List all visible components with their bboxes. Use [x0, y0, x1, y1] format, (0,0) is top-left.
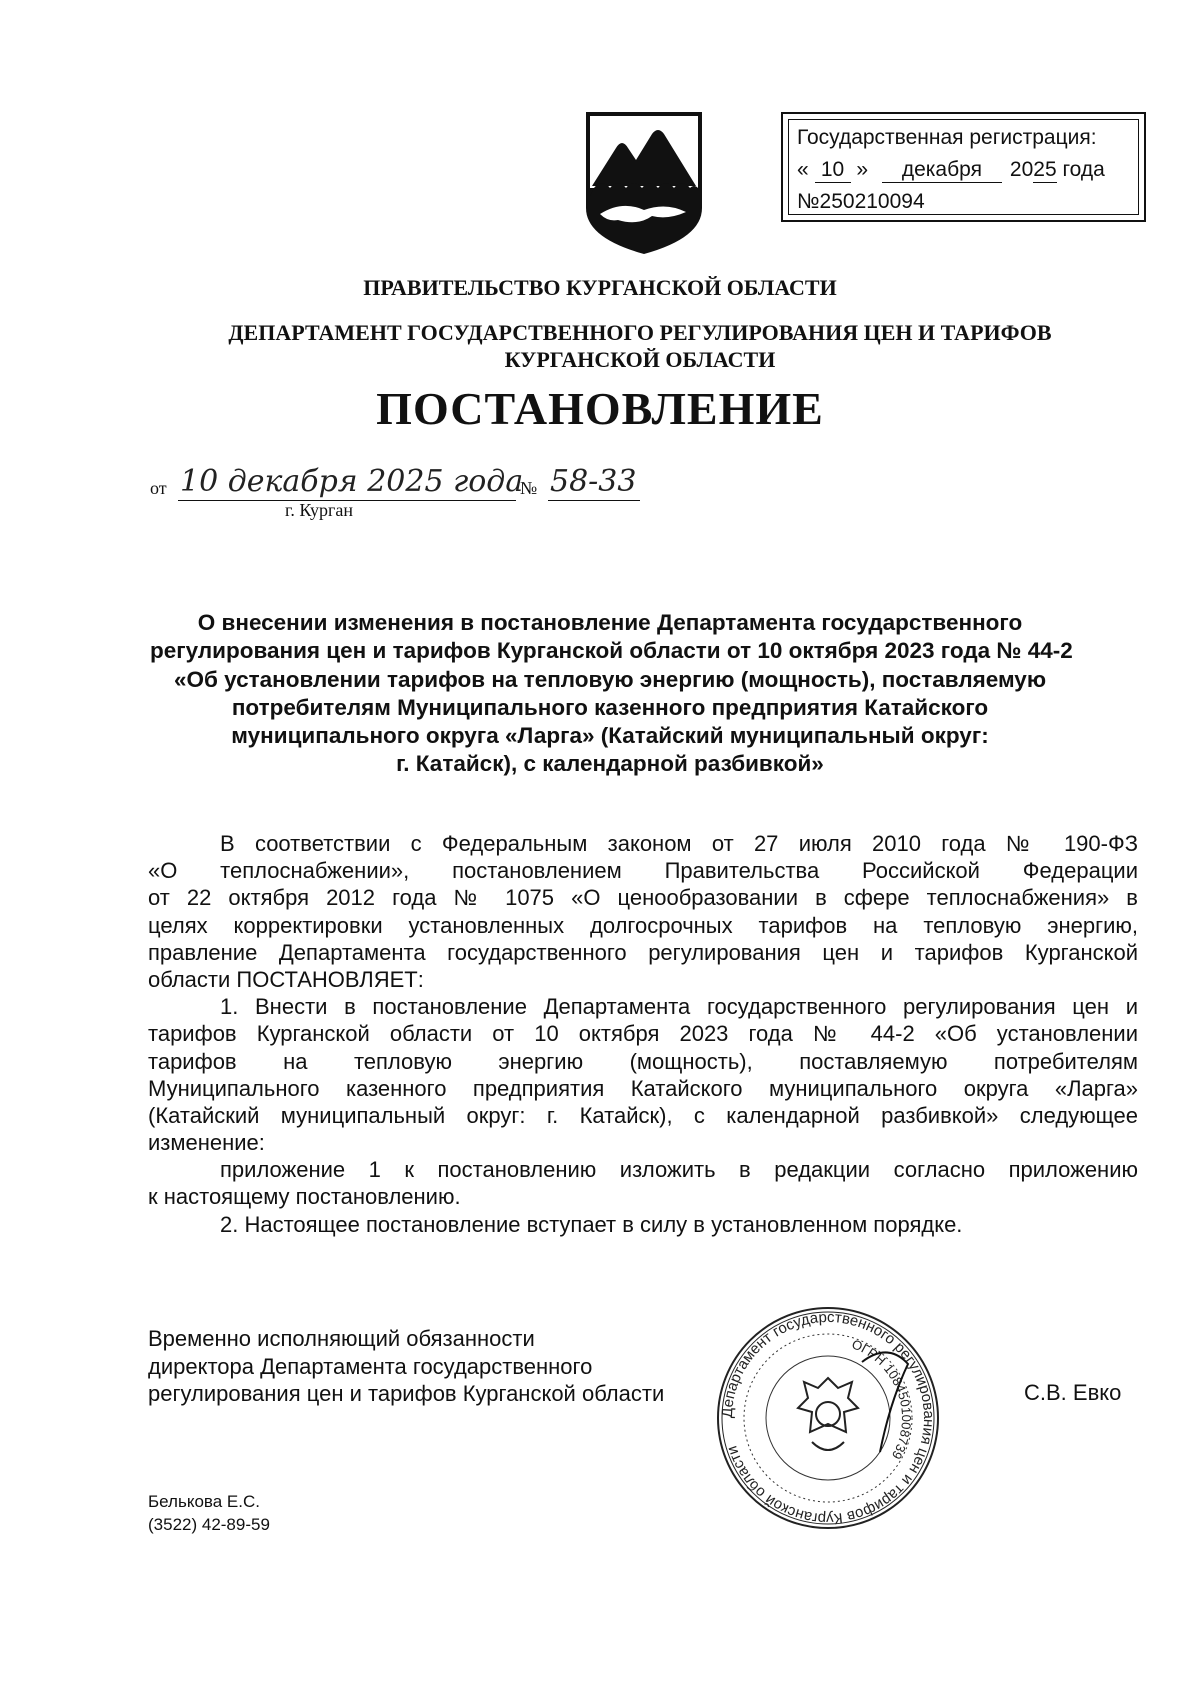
body-line: Муниципального казенного предприятия Катайского муниципального округа «Ларга»: [148, 1075, 1138, 1101]
body-line: 1. Внести в постановление Департамента государственного регулирования цен и: [220, 994, 1138, 1020]
body-line: от 22 октября 2012 года № 1075 «О ценообразовании в сфере теплоснабжения» в: [148, 885, 1138, 911]
body-line: к настоящему постановлению.: [148, 1184, 461, 1210]
department-title-line1: ДЕПАРТАМЕНТ ГОСУДАРСТВЕННОГО РЕГУЛИРОВАНИЯ ЦЕН И ТАРИФОВ: [228, 320, 1052, 345]
registration-number-row: [797, 190, 1130, 215]
number-underline: [548, 500, 640, 501]
registration-year-word: года: [1062, 158, 1105, 181]
city-label: г. Курган: [285, 500, 354, 520]
seal-outer-text: Департамент государственного регулирования цен и тарифов Курганской области: [718, 1308, 938, 1528]
body-line: целях корректировки установленных долгосрочных тарифов на тепловую энергию,: [148, 912, 1138, 938]
official-seal-icon: [712, 1302, 944, 1534]
seal-inner-text: ОГРН 1084501008739: [849, 1336, 915, 1462]
signatory-name: С.В. Евко: [1024, 1380, 1122, 1405]
subject-line: «Об установлении тарифов на тепловую энергию (мощность), поставляемую: [173, 666, 1047, 692]
handwritten-number: 58-33: [550, 464, 637, 499]
body-line: (Катайский муниципальный округ: г. Катайск), с календарной разбивкой» следующее: [148, 1102, 1138, 1128]
registration-heading: Государственная регистрация:: [797, 126, 1097, 149]
executor-name: Белькова Е.С.: [148, 1492, 260, 1511]
subject-line: г. Катайск), с календарной разбивкой»: [396, 751, 824, 777]
department-title-line2: КУРГАНСКОЙ ОБЛАСТИ: [504, 347, 776, 372]
body-line: области ПОСТАНОВЛЯЕТ:: [148, 966, 424, 992]
registration-number: 250210094: [820, 190, 1130, 215]
registration-year-suffix: 25: [1033, 158, 1057, 181]
executor-phone: (3522) 42-89-59: [148, 1515, 270, 1534]
signatory-title-line: регулирования цен и тарифов Курганской области: [148, 1381, 665, 1406]
registration-month: декабря: [882, 158, 1002, 183]
government-title: ПРАВИТЕЛЬСТВО КУРГАНСКОЙ ОБЛАСТИ: [363, 275, 837, 300]
executor-info: [148, 1490, 270, 1536]
from-label: от: [150, 478, 167, 498]
subject-line: регулирования цен и тарифов Курганской области от 10 октября 2023 года № 44-2: [150, 638, 1073, 664]
registration-day: 10: [815, 158, 851, 183]
body-line: 2. Настоящее постановление вступает в силу в установленном порядке.: [220, 1211, 963, 1237]
signatory-title: [148, 1325, 664, 1408]
body-line: приложение 1 к постановлению изложить в редакции согласно приложению: [220, 1157, 1138, 1183]
document-type-title: ПОСТАНОВЛЕНИЕ: [376, 383, 824, 434]
registration-year-prefix: 20: [1009, 158, 1034, 181]
document-body: [148, 830, 1138, 1238]
registration-date: [797, 158, 1105, 183]
document-date-number-row: [150, 464, 650, 510]
signatory-title-line: Временно исполняющий обязанности: [148, 1326, 535, 1351]
number-label: №: [520, 478, 538, 498]
subject-line: муниципального округа «Ларга» (Катайский муниципальный округ:: [231, 723, 989, 749]
state-registration-box: [781, 112, 1146, 222]
document-subject: [150, 609, 1073, 779]
signatory-title-line: директора Департамента государственного: [148, 1353, 593, 1379]
handwritten-date: 10 декабря 2025 года: [180, 464, 524, 499]
body-line: правление Департамента государственного регулирования цен и тарифов Курганской: [148, 939, 1138, 965]
subject-line: О внесении изменения в постановление Департамента государственного: [197, 610, 1023, 635]
subject-line: потребителям Муниципального казенного предприятия Катайского: [231, 694, 989, 720]
department-title: [200, 319, 1080, 373]
body-line: тарифов Курганской области от 10 октября 2023 года № 44-2 «Об установлении: [148, 1021, 1138, 1047]
registration-number-sign: №: [797, 190, 820, 213]
body-line: изменение:: [148, 1130, 265, 1156]
body-line: тарифов на тепловую энергию (мощность), поставляемую потребителям: [148, 1048, 1138, 1074]
registration-open-quote: «: [797, 158, 809, 181]
registration-close-quote: »: [856, 158, 869, 181]
body-line: В соответствии с Федеральным законом от 27 июля 2010 года № 190-ФЗ: [220, 831, 1138, 856]
body-line: «О теплоснабжении», постановлением Правительства Российской Федерации: [148, 858, 1138, 884]
coat-of-arms-icon: [582, 108, 706, 258]
